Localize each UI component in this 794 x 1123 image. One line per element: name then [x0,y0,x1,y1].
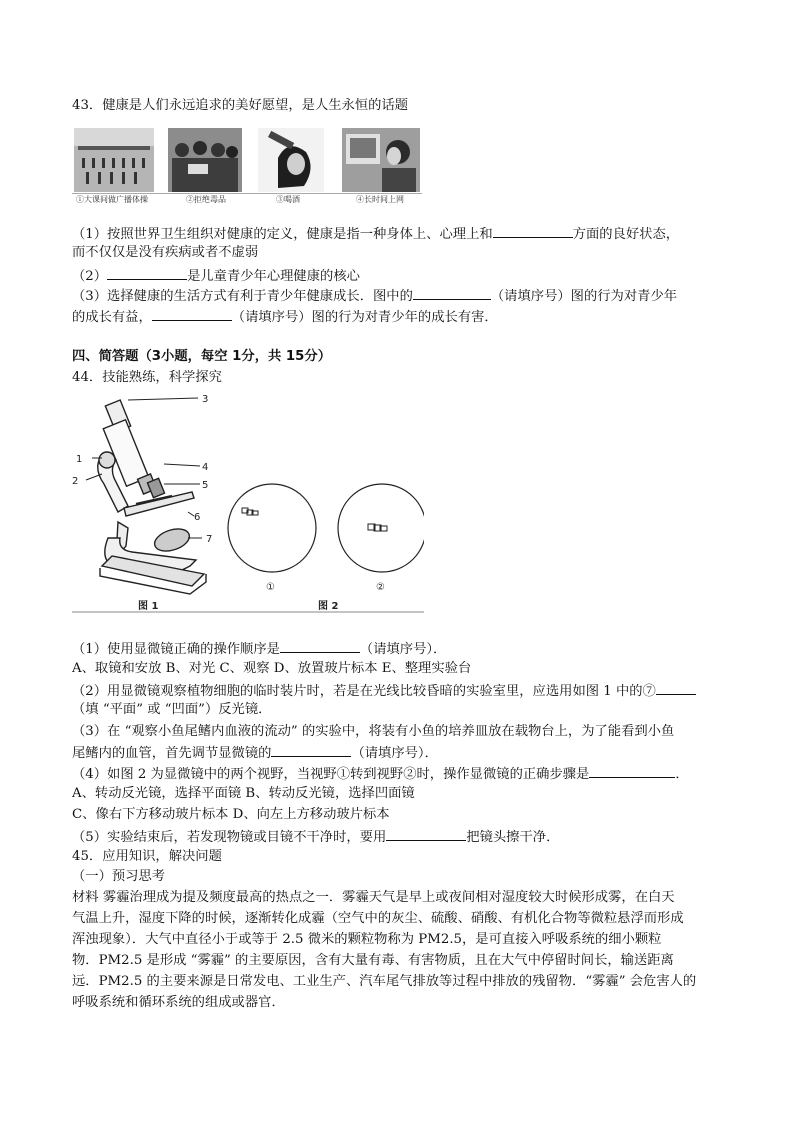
view-label-2: ② [376,582,385,593]
microscope-drawing [98,400,209,594]
q44-s3: （3）在 “观察小鱼尾鳍内血液的流动” 的实验中，将装有小鱼的培养皿放在载物台上，为了能看到小鱼 [72,724,675,739]
q43-p2-text-b: 是儿童青少年心理健康的核心 [187,269,360,284]
caption-3: ③喝酒 [276,195,300,204]
q43-p2 [72,265,360,287]
q45-material-line-6: 呼吸系统和循环系统的组成或器官． [72,995,285,1010]
view-label-1: ① [266,582,275,593]
drinking-image [258,128,324,192]
q43-p3 [72,285,677,307]
part-label-2: 2 [72,476,79,487]
q43-p3-text-c: 的成长有益， [72,310,152,325]
answer-blank[interactable] [280,638,360,653]
answer-blank[interactable] [656,680,696,695]
part-label-4: 4 [202,462,209,473]
q44-s1-text-a: （1）使用显微镜正确的操作顺序是 [72,642,280,657]
q44-s4-options-1: A、转动反光镜，选择平面镜 B、转动反光镜，选择凹面镜 [72,786,415,801]
q45-subheading: （一）预习思考 [72,869,166,884]
caption-1: ①大课间做广播体操 [76,195,148,204]
photo-no-drugs [168,128,242,192]
q44-s2 [72,680,696,702]
q44-s5 [72,826,559,848]
q44-s4 [72,763,689,785]
photo-exercise [74,128,154,192]
part-label-3: 3 [202,394,209,405]
q44-title: 44．技能熟练，科学探究 [72,370,222,385]
q43-p1-cont: 而不仅仅是没有疾病或者不虚弱 [72,245,259,260]
q44-s1-options: A、取镜和安放 B、对光 C、观察 D、放置玻片标本 E、整理实验台 [72,661,472,676]
q44-s4-text-b: ． [675,767,689,782]
part-label-5: 5 [202,480,209,491]
q45-title: 45．应用知识，解决问题 [72,849,222,864]
section-heading: 四、简答题（3小题，每空 1分，共 15分） [72,349,332,364]
q44-s4-options-2: C、像右下方移动玻片标本 D、向左上方移动玻片标本 [72,807,390,822]
part-label-1: 1 [76,454,83,465]
q45-material-line-5: 远．PM2.5 的主要来源是日常发电、工业生产、汽车尾气排放等过程中排放的残留物．“雾霾” 会危害人的 [72,974,697,989]
q45-material-line-2: 气温上升，湿度下降的时候，逐渐转化成霾（空气中的灰尘、硫酸、硝酸、有机化合物等微粒悬浮而形成 [72,911,684,926]
view-circle-1 [228,484,316,572]
q44-s3-cont [72,742,438,764]
answer-blank[interactable] [493,223,573,238]
answer-blank[interactable] [107,265,187,280]
q44-s2-cont: （填 “平面” 或 “凹面”）反光镜． [72,702,272,717]
q44-s3-text-b: 尾鳍内的血管，首先调节显微镜的 [72,746,272,761]
q43-p2-text-a: （2） [72,269,108,284]
q45-material-line-1: 材料 雾霾治理成为提及频度最高的热点之一．雾霾天气是早上或夜间相对湿度较大时候形成雾，在白天 [72,890,675,905]
q43-p1-text-b: 方面的良好状态， [572,227,680,242]
microscope-figure [72,388,424,616]
q44-s2-text-a: （2）用显微镜观察植物细胞的临时装片时，若是在光线比较昏暗的实验室里，应选用如图 1 中的⑦ [72,684,656,699]
exercise-image [74,128,154,192]
answer-blank[interactable] [386,826,466,841]
q43-p1-text-a: （1）按照世界卫生组织对健康的定义，健康是指一种身体上、心理上和 [72,227,493,242]
q44-s1-text-b: （请填序号）． [359,642,447,657]
q43-p1 [72,223,679,245]
q44-s5-text-a: （5）实验结束后，若发现物镜或目镜不干净时，要用 [72,830,387,845]
no-drugs-image [168,128,242,192]
part-label-7: 7 [206,534,213,545]
fig2-label: 图 2 [318,601,339,612]
internet-image [342,128,420,192]
answer-blank[interactable] [413,285,491,300]
q43-p3-cont [72,306,498,328]
q44-s4-text-a: （4）如图 2 为显微镜中的两个视野，当视野①转到视野②时，操作显微镜的正确步骤是 [72,767,590,782]
q45-material-line-4: 物．PM2.5 是形成 “雾霾” 的主要原因，含有大量有毒、有害物质，且在大气中停留时间长，输送距离 [72,953,674,968]
photo-internet [342,128,420,192]
q44-s3-text-c: （请填序号）． [351,746,438,761]
part-label-6: 6 [194,512,201,523]
answer-blank[interactable] [589,763,675,778]
q43-p3-text-d: （请填序号）图的行为对青少年的成长有害． [231,310,498,325]
q45-material-line-3: 浑浊现象）．大气中直径小于或等于 2.5 微米的颗粒物称为 PM2.5，是可直接入呼吸系统的细小颗粒 [72,932,662,947]
q43-title: 43．健康是人们永远追求的美好愿望，是人生永恒的话题 [72,98,409,113]
caption-2: ②拒绝毒品 [186,195,226,204]
answer-blank[interactable] [152,306,232,321]
photo-drinking [258,128,324,192]
answer-blank[interactable] [271,742,351,757]
q43-p3-text-b: （请填序号）图的行为对青少年 [490,289,678,304]
q44-s5-text-b: 把镜头擦干净． [466,830,560,845]
q43-p3-text-a: （3）选择健康的生活方式有利于青少年健康成长．图中的 [72,289,413,304]
fig1-label: 图 1 [138,601,159,612]
q44-s1 [72,638,446,660]
caption-4: ④长时间上网 [356,195,404,204]
